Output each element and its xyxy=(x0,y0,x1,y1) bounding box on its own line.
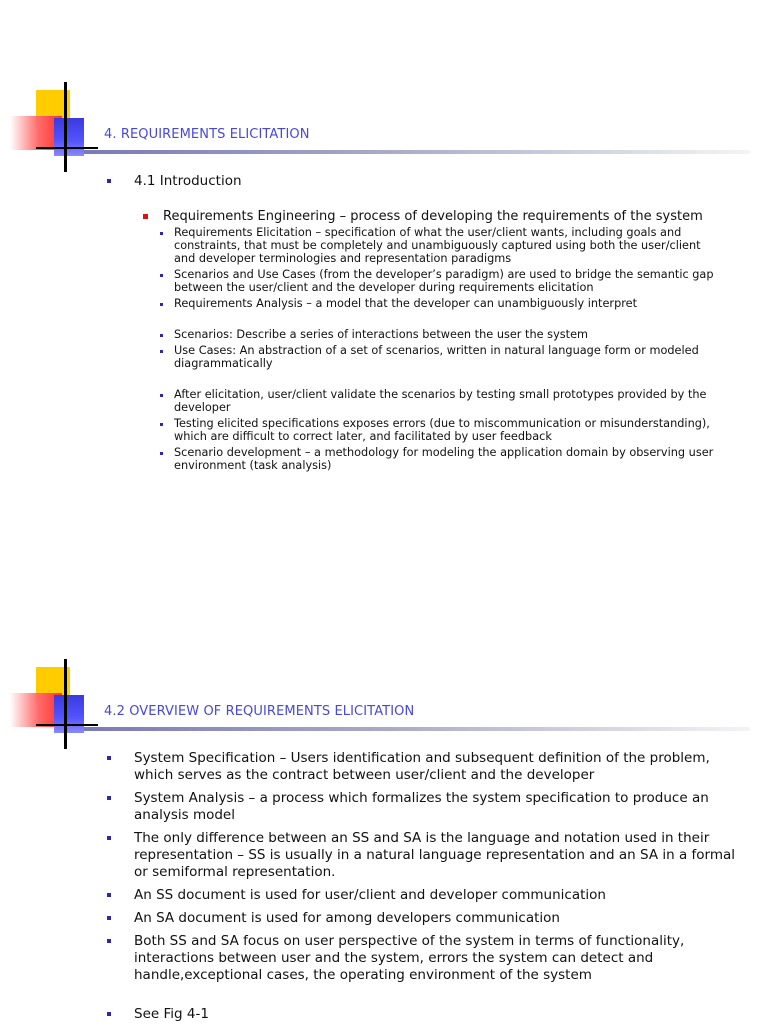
list-item: System Specification – Users identification and subsequent definition of the problem, which serves as the contract between user/client and the developer xyxy=(104,750,744,784)
list-item: Testing elicited specifications exposes errors (due to miscommunication or misunderstanding), which are difficult to correct later, and facilitated by user feedback xyxy=(157,417,723,443)
list-item: Both SS and SA focus on user perspective of the system in terms of functionality, interactions between user and the system, errors the system can detect and handle,exceptional cases, the operating environment of the system xyxy=(104,933,744,984)
list-item: System Analysis – a process which formalizes the system specification to produce an analysis model xyxy=(104,790,744,824)
bullet-list xyxy=(104,750,744,1029)
sub-item-text: Requirements Engineering – process of developing the requirements of the system xyxy=(163,209,703,224)
title-rule xyxy=(84,727,750,731)
list-item: Use Cases: An abstraction of a set of scenarios, written in natural language form or modeled diagrammatically xyxy=(157,344,723,370)
list-item: Requirements Analysis – a model that the developer can unambiguously interpret xyxy=(157,297,723,310)
list-item: An SA document is used for among developers communication xyxy=(104,910,744,927)
slide-logo-icon xyxy=(10,659,100,749)
list-item: Scenarios and Use Cases (from the developer’s paradigm) are used to bridge the semantic gap between the user/client and the developer during requirements elicitation xyxy=(157,268,723,294)
list-item xyxy=(104,173,754,472)
list-item: An SS document is used for user/client and developer communication xyxy=(104,887,744,904)
detail-list xyxy=(157,226,723,472)
slide-title: 4.2 OVERVIEW OF REQUIREMENTS ELICITATION xyxy=(104,704,415,719)
list-item: Scenario development – a methodology for modeling the application domain by observing user environment (task analysis) xyxy=(157,446,723,472)
list-item: The only difference between an SS and SA is the language and notation used in their representation – SS is usually in a natural language representation and an SA in a formal or semiformal representation. xyxy=(104,830,744,881)
list-item: After elicitation, user/client validate the scenarios by testing small prototypes provided by the developer xyxy=(157,388,723,414)
slide-logo-icon xyxy=(10,82,100,172)
bullet-list xyxy=(104,173,754,478)
list-item xyxy=(138,209,754,472)
title-rule xyxy=(84,150,750,154)
slide-2 xyxy=(0,655,768,1024)
list-item: See Fig 4-1 xyxy=(104,1006,744,1023)
list-item: Requirements Elicitation – specification of what the user/client wants, including goals and constraints, that must be completely and unambiguously captured using both the user/client and developer terminologies and representation paradigms xyxy=(157,226,723,265)
intro-heading: 4.1 Introduction xyxy=(134,173,242,189)
slide-title: 4. REQUIREMENTS ELICITATION xyxy=(104,127,310,142)
sub-list xyxy=(138,209,754,472)
list-item: Scenarios: Describe a series of interactions between the user the system xyxy=(157,328,723,341)
